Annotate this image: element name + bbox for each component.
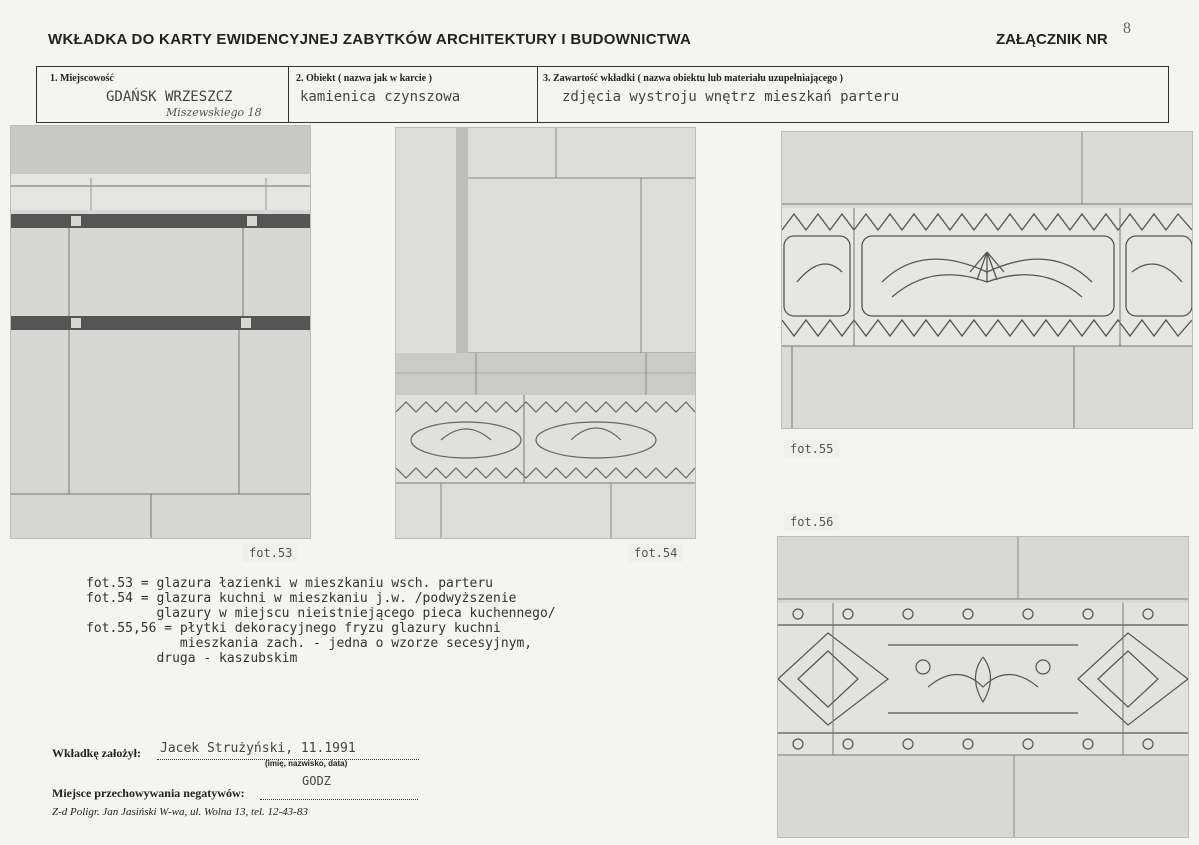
photo-56 xyxy=(778,537,1188,837)
storage-label: Miejsce przechowywania negatywów: xyxy=(52,786,245,800)
field-2-value: kamienica czynszowa xyxy=(300,89,461,105)
photo-53 xyxy=(11,126,310,538)
photo-54 xyxy=(396,128,695,538)
field-1-value: GDAŃSK WRZESZCZ xyxy=(106,89,233,105)
field-1-handwritten-address: Miszewskiego 18 xyxy=(166,106,262,119)
field-3-value: zdjęcia wystroju wnętrz mieszkań parteru xyxy=(562,89,900,105)
caption-line-5: mieszkania zach. - jedna o wzorze secesyjnym, xyxy=(86,636,533,651)
field-1-label: 1. Miejscowość xyxy=(50,73,114,84)
table-left-border xyxy=(36,66,37,123)
founder-sub-label: (imię, nazwisko, data) xyxy=(265,759,348,768)
founder-label: Wkładkę założył: xyxy=(52,746,141,760)
form-title: WKŁADKA DO KARTY EWIDENCYJNEJ ZABYTKÓW ARCHITEKTURY I BUDOWNICTWA xyxy=(48,31,692,48)
storage-value: GODZ xyxy=(302,774,331,788)
storage-dotted-line xyxy=(260,787,418,800)
photo-56-label: fot.56 xyxy=(784,513,839,531)
caption-line-3: glazury w miejscu nieistniejącego pieca kuchennego/ xyxy=(86,606,556,621)
printer-imprint: Z-d Poligr. Jan Jasiński W-wa, ul. Wolna 13, tel. 12-43-83 xyxy=(52,806,308,818)
attachment-number: 8 xyxy=(1123,20,1131,37)
caption-line-2: fot.54 = glazura kuchni w mieszkaniu j.w. /podwyższenie xyxy=(86,591,517,606)
photo-55 xyxy=(782,132,1192,428)
table-bottom-rule xyxy=(36,122,1169,123)
photo-54-label: fot.54 xyxy=(628,544,683,562)
caption-line-6: druga - kaszubskim xyxy=(86,651,298,666)
field-3-label: 3. Zawartość wkładki ( nazwa obiektu lub materiału uzupełniającego ) xyxy=(543,73,844,84)
photo-55-label: fot.55 xyxy=(784,440,839,458)
field-divider-2 xyxy=(537,66,538,123)
field-2-label: 2. Obiekt ( nazwa jak w karcie ) xyxy=(296,73,432,84)
caption-line-4: fot.55,56 = płytki dekoracyjnego fryzu glazury kuchni xyxy=(86,621,501,636)
founder-value: Jacek Strużyński, 11.1991 xyxy=(160,741,356,756)
attachment-label: ZAŁĄCZNIK NR xyxy=(996,31,1108,48)
caption-line-1: fot.53 = glazura łazienki w mieszkaniu wsch. parteru xyxy=(86,576,493,591)
table-right-border xyxy=(1168,66,1169,123)
photo-53-label: fot.53 xyxy=(243,544,298,562)
table-top-rule xyxy=(36,66,1169,67)
photo-captions xyxy=(86,576,556,666)
field-divider-1 xyxy=(288,66,289,123)
